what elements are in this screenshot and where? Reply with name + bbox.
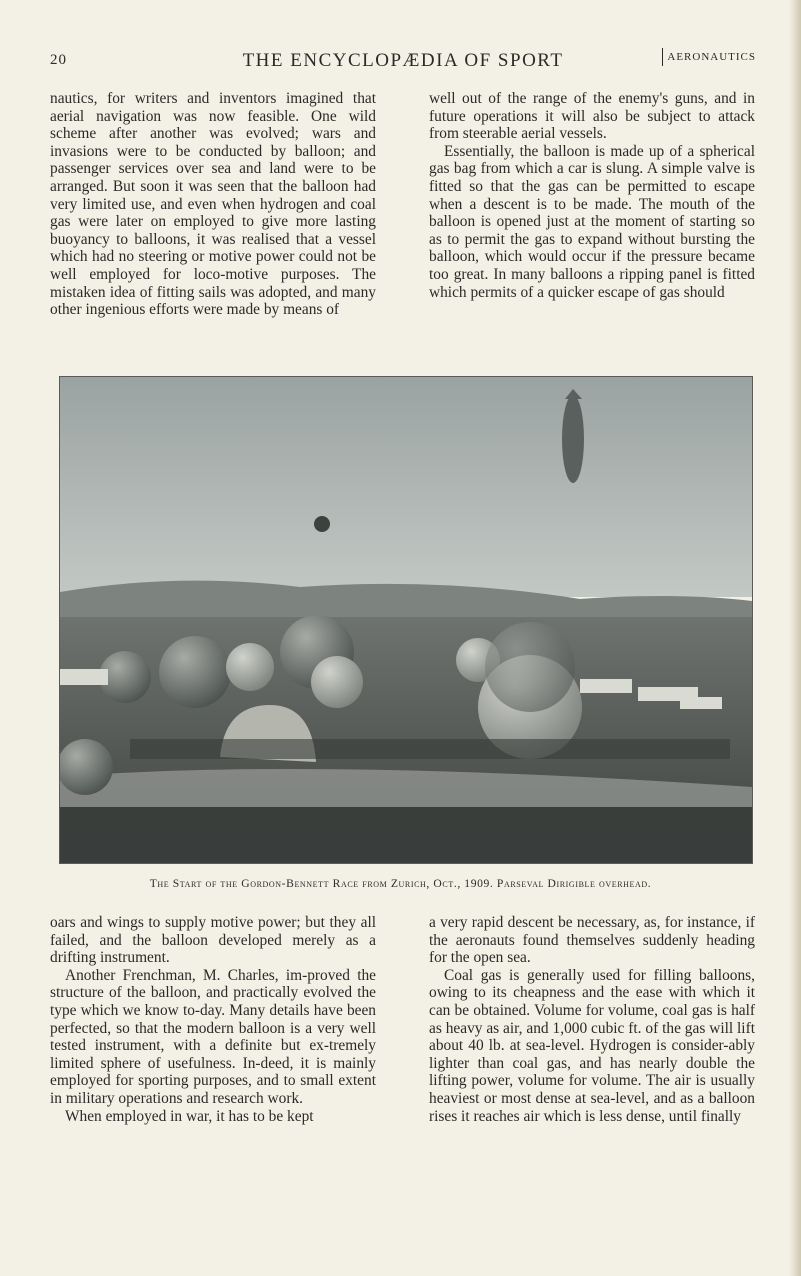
paragraph: When employed in war, it has to be kept — [65, 1107, 314, 1125]
paragraph: a very rapid descent be necessary, as, for instance, if the aeronauts found themselves suddenly heading for the open sea. — [429, 914, 755, 967]
sky — [60, 377, 752, 597]
balloon-race-photo — [60, 377, 752, 863]
column-bottom-right — [429, 914, 755, 1125]
section-tag: AERONAUTICS — [662, 48, 756, 66]
paragraph: Another Frenchman, M. Charles, im-proved the structure of the balloon, and practically evolved the type which we know to-day. Many details have been perfected, so that the modern balloon is a very well tested instrument, with a definite but ex-tremely limited sphere of usefulness. In-deed, it is mainly employed for sporting purposes, and to small extent in military operations and research work. — [50, 966, 376, 1107]
paragraph: nautics, for writers and inventors imagined that aerial navigation was now feasible. One wild scheme after another was evolved; wars and invasions were to be conducted by balloon; and passenger services over sea and land were to be arranged. But soon it was seen that the balloon had very limited use, and even when hydrogen and coal gas were later on employed to give more lasting buoyancy to balloons, it was realised that a vessel which had no steering or motive power could not be well employed for loco-motive purposes. The mistaken idea of fitting sails was adopted, and many other ingenious efforts were made by means of — [50, 90, 376, 319]
running-title: THE ENCYCLOPÆDIA OF SPORT — [242, 50, 564, 71]
page-number: 20 — [50, 52, 67, 68]
column-top-left — [50, 90, 376, 319]
page-header — [50, 50, 756, 76]
distant-balloon — [314, 516, 330, 532]
column-top-right — [429, 90, 755, 301]
page-edge-shadow — [789, 0, 801, 1276]
paragraph: oars and wings to supply motive power; but they all failed, and the balloon developed merely as a drifting instrument. — [50, 914, 376, 967]
paragraph: Essentially, the balloon is made up of a spherical gas bag from which a car is slung. A simple valve is fitted so that the gas can be permitted to escape when a descent is to be made. The mouth of the balloon is opened just at the moment of starting so as to permit the gas to expand without bursting the balloon, which would occur if the pressure became too great. In many balloons a ripping panel is fitted which permits of a quicker escape of gas should — [429, 142, 755, 301]
paragraph: Coal gas is generally used for filling balloons, owing to its cheapness and the ease with which it can be obtained. Volume for volume, coal gas is half as heavy as air, and 1,000 cubic ft. of the gas will lift about 40 lb. at sea-level. Hydrogen is consider-ably lighter than coal gas, and has nearly double the lifting power, volume for volume. The air is usually heaviest or most dense at sea-level, and as a balloon rises it reaches air which is less dense, until finally — [429, 966, 755, 1125]
column-bottom-left — [50, 914, 376, 1125]
photo-plate — [59, 376, 753, 864]
paragraph: well out of the range of the enemy's guns, and in future operations it will also be subject to attack from steerable aerial vessels. — [429, 90, 755, 143]
crowd — [60, 807, 752, 863]
photo-caption: The Start of the Gordon-Bennett Race from Zurich, Oct., 1909. Parseval Dirigible overhead. — [149, 877, 652, 890]
